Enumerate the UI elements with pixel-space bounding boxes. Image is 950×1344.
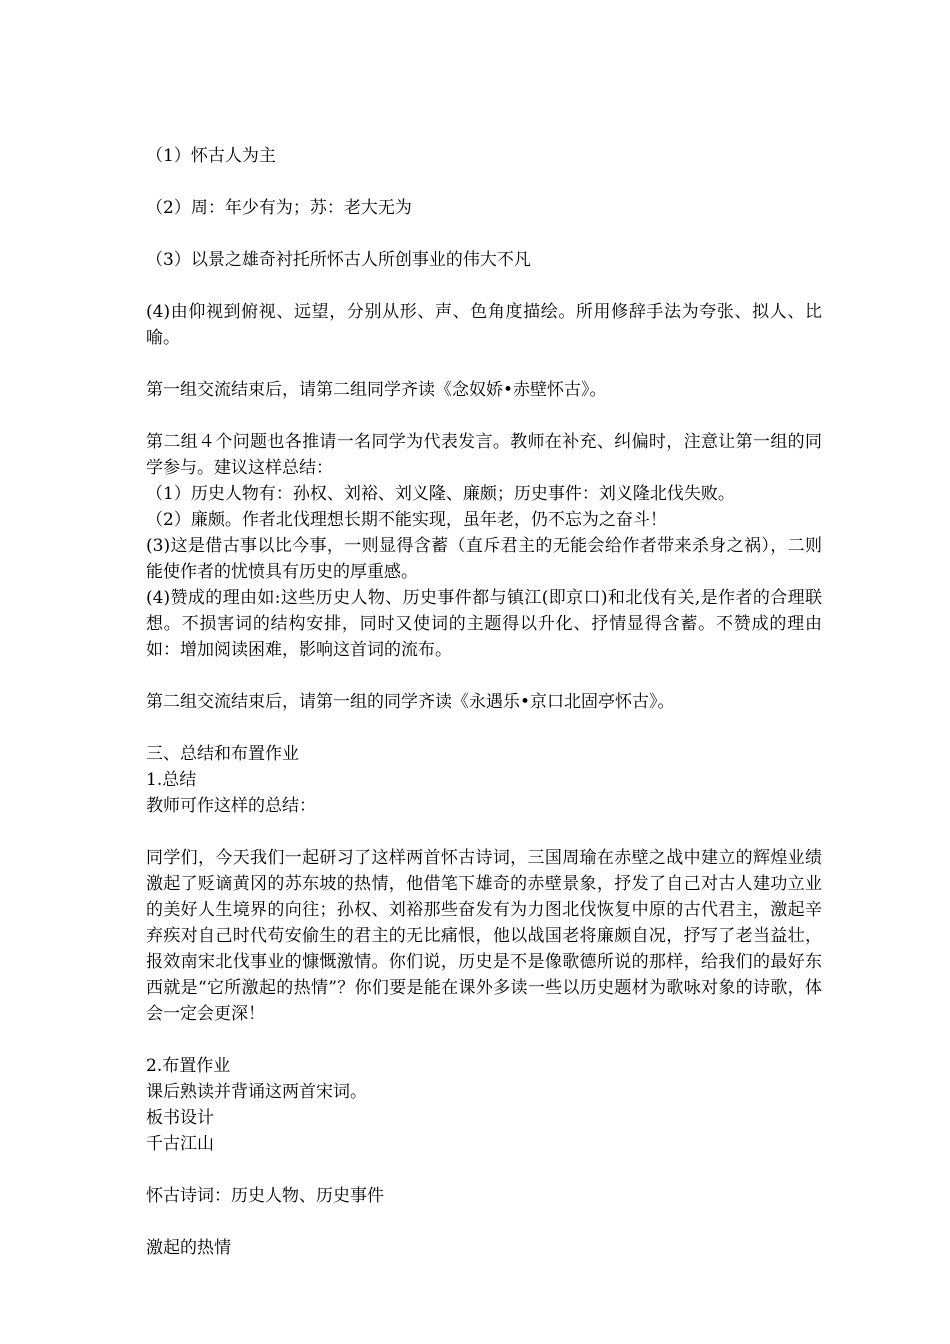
group2-answer-2: （2）廉颇。作者北伐理想长期不能实现，虽年老，仍不忘为之奋斗！	[146, 510, 667, 530]
summary-intro: 教师可作这样的总结：	[146, 796, 316, 816]
group1-answer-2: （2）周：年少有为；苏：老大无为	[146, 198, 412, 218]
document-body	[146, 143, 822, 1261]
board-design-title: 板书设计	[146, 1108, 214, 1128]
board-line-3: 激起的热情	[146, 1238, 231, 1258]
group2-intro: 第二组４个问题也各推请一名同学为代表发言。教师在补充、纠偏时，注意让第一组的同学参与。建议这样总结：	[146, 432, 822, 478]
summary-text: 同学们，今天我们一起研习了这样两首怀古诗词，三国周瑜在赤壁之战中建立的辉煌业绩激起了贬谪黄冈的苏东坡的热情，他借笔下雄奇的赤壁景象，抒发了自己对古人建功立业的美好人生境界的向往；孙权、刘裕那些奋发有为力图北伐恢复中原的古代君主，激起辛弃疾对自己时代苟安偷生的君主的无比痛恨，他以战国老将廉颇自况，抒写了老当益壮，报效南宋北伐事业的慷慨激情。你们说，历史是不是像歌德所说的那样，给我们的最好东西就是“它所激起的热情”？你们要是能在课外多读一些以历史题材为歌咏对象的诗歌，体会一定会更深！	[146, 848, 822, 1024]
board-line-1: 千古江山	[146, 1134, 214, 1154]
homework-text: 课后熟读并背诵这两首宋词。	[146, 1082, 367, 1102]
group2-answer-1: （1）历史人物有：孙权、刘裕、刘义隆、廉颇；历史事件：刘义隆北伐失败。	[146, 484, 735, 504]
group2-answer-4: (4)赞成的理由如:这些历史人物、历史事件都与镇江(即京口)和北伐有关,是作者的合理联想。不损害词的结构安排，同时又使词的主题得以升化、抒情显得含蓄。不赞成的理由如：增加阅读困难，影响这首词的流布。	[146, 588, 822, 660]
group1-answer-3: （3）以景之雄奇衬托所怀古人所创事业的伟大不凡	[146, 250, 531, 270]
section3-title: 三、总结和布置作业	[146, 744, 299, 764]
group2-answer-3: (3)这是借古事以比今事，一则显得含蓄（直斥君主的无能会给作者带来杀身之祸），二则能使作者的忧愤具有历史的厚重感。	[146, 536, 822, 582]
group1-answer-1: （1）怀古人为主	[146, 146, 276, 166]
group1-end-instruction: 第一组交流结束后，请第二组同学齐读《念奴娇•赤壁怀古》。	[146, 380, 607, 400]
board-line-2: 怀古诗词：历史人物、历史事件	[146, 1186, 384, 1206]
homework-heading: 2.布置作业	[146, 1056, 231, 1076]
group2-end-instruction: 第二组交流结束后，请第一组的同学齐读《永遇乐•京口北固亭怀古》。	[146, 692, 675, 712]
summary-heading: 1.总结	[146, 770, 197, 790]
group1-answer-4: (4)由仰视到俯视、远望，分别从形、声、色角度描绘。所用修辞手法为夸张、拟人、比喻。	[146, 302, 822, 348]
